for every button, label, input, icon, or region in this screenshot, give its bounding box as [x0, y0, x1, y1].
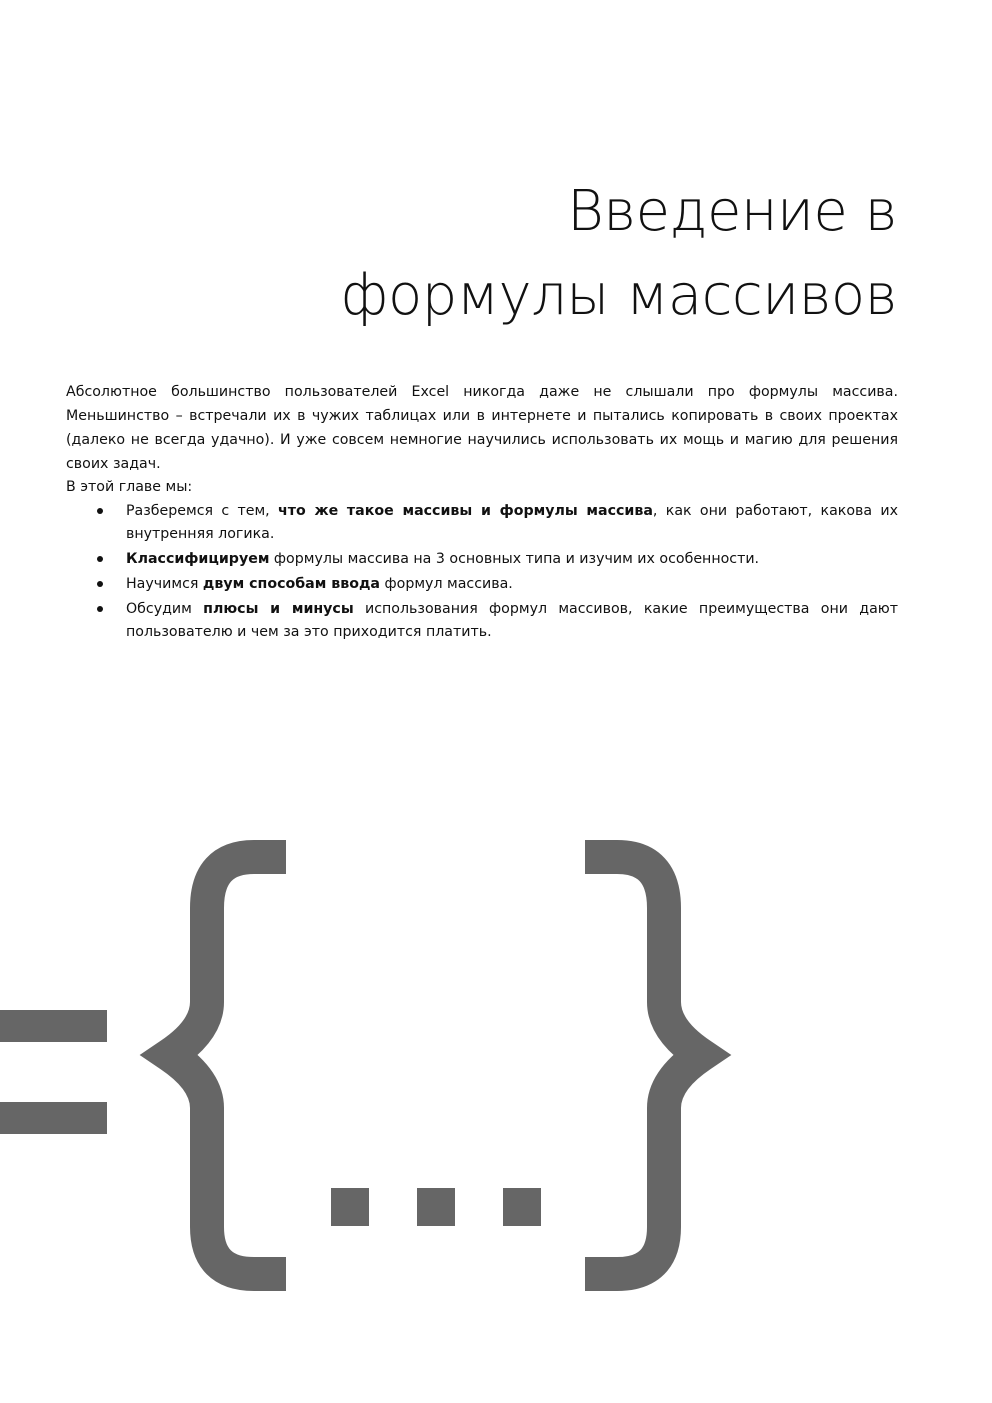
list-item: Разберемся с тем, что же такое массивы и формулы массива, как они работают, какова их внутренняя логика. [66, 500, 898, 546]
list-item: Классифицируем формулы массива на 3 основных типа и изучим их особенности. [66, 548, 898, 571]
left-brace [170, 857, 286, 1274]
equals-bottom-bar [0, 1102, 107, 1134]
ellipsis-dot [331, 1188, 369, 1226]
chapter-goals-list [66, 500, 898, 646]
right-brace [585, 857, 701, 1274]
list-item: Обсудим плюсы и минусы использования формул массивов, какие преимущества они дают пользователю и чем за это приходится платить. [66, 598, 898, 644]
chapter-title-line-2: формулы массивов [340, 263, 897, 328]
chapter-lead: В этой главе мы: [66, 479, 193, 495]
array-formula-braces-icon [0, 830, 760, 1310]
intro-paragraph: Абсолютное большинство пользователей Excel никогда даже не слышали про формулы массива. Меньшинство – встречали их в чужих таблицах или в интернете и пытались копировать в своих проектах (далеко не всегда удачно). И уже совсем немногие научились использовать их мощь и магию для решения своих задач. [66, 384, 898, 472]
ellipsis-dot [503, 1188, 541, 1226]
chapter-title [277, 170, 897, 338]
equals-top-bar [0, 1010, 107, 1042]
list-item: Научимся двум способам ввода формул массива. [66, 573, 898, 596]
chapter-title-line-1: Введение в [567, 179, 897, 244]
ellipsis-dot [417, 1188, 455, 1226]
